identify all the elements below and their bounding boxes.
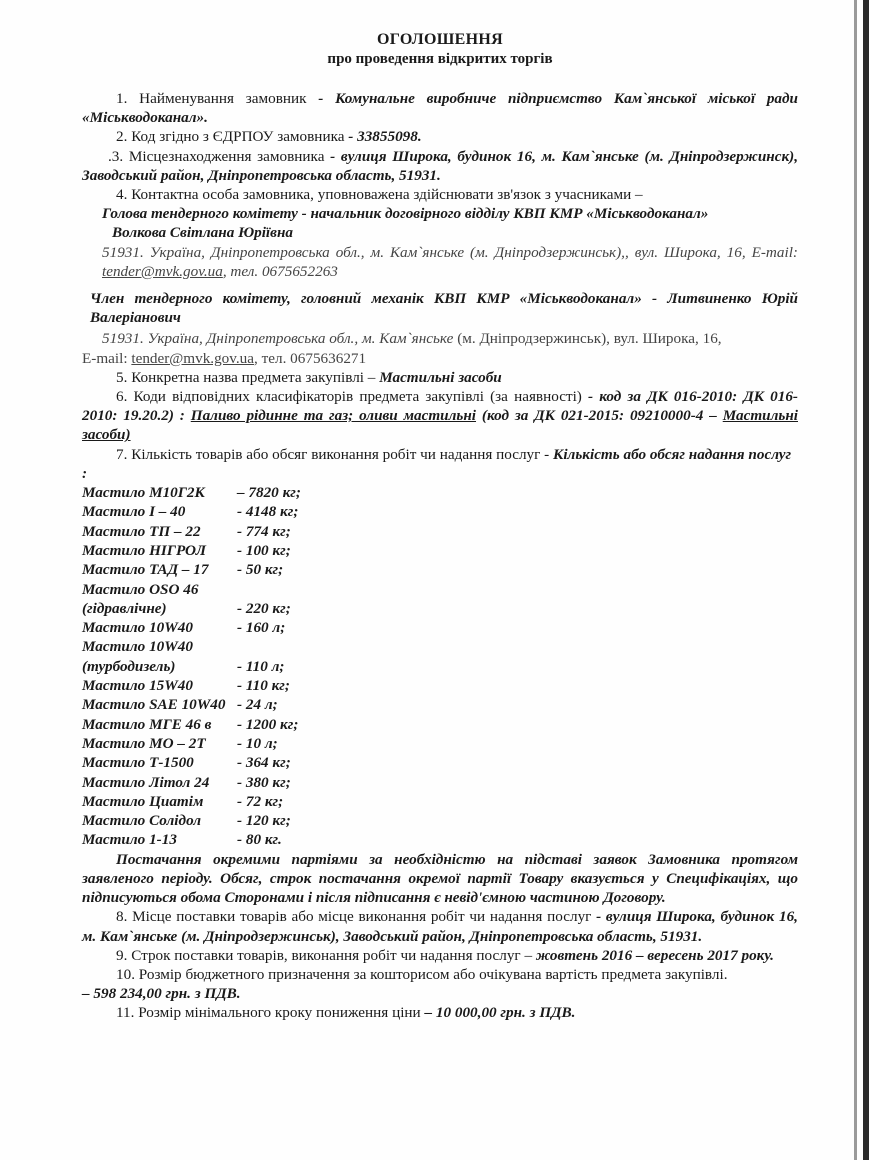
section-4-label: 4. Контактна особа замовника, уповноважена здійснювати зв'язок з учасниками – — [116, 186, 643, 204]
lubricant-item — [82, 734, 798, 753]
contact-2-email: tender@mvk.gov.ua — [131, 349, 255, 367]
lubricant-item — [82, 792, 798, 811]
lubricant-qty: - 80 кг. — [237, 831, 282, 849]
contact-1-role: Голова тендерного комітету - начальник договірного відділу КВП КМР «Міськводоканал» — [102, 205, 709, 223]
contact-2-email-label: E-mail: — [82, 349, 132, 367]
section-1-label: 1. Найменування замовник — [116, 90, 319, 107]
section-9-label: 9. Строк поставки товарів, виконання робіт чи надання послуг – — [116, 946, 536, 964]
contact-1-address — [82, 243, 798, 281]
lubricant-item — [82, 695, 798, 714]
contact-2-address-text: 51931. Україна, Дніпропетровська обл., м. Кам`янське — [102, 330, 458, 348]
lubricant-name: Мастило OSO 46 — [82, 580, 199, 598]
lubricant-name: Мастило 15W40 — [82, 677, 193, 695]
lubricant-name: Мастило Циатім — [82, 792, 204, 810]
lubricant-item — [82, 676, 798, 695]
lubricant-qty: - 72 кг; — [237, 792, 284, 810]
lubricant-name: Мастило МГЕ 46 в — [82, 715, 212, 733]
section-6-value-underlined-2: Мастильні засоби) — [82, 407, 798, 444]
contact-1-name: Волкова Світлана Юріївна — [112, 224, 293, 242]
section-10 — [82, 965, 798, 984]
lubricant-qty: - 24 л; — [237, 696, 278, 714]
section-7 — [82, 445, 798, 483]
scan-edge — [854, 0, 857, 1160]
lubricant-qty: - 50 кг; — [237, 561, 284, 579]
lubricant-qty: - 120 кг; — [237, 812, 291, 830]
lubricant-name: Мастило ТП – 22 — [82, 522, 201, 540]
lubricant-name: Мастило Т-1500 — [82, 754, 194, 772]
section-8 — [82, 907, 798, 945]
section-3-value: - вулиця Широка, будинок 16, м. Кам`янське (м. Дніпродзержинск), Заводський район, Дніпропетровська область, 51931. — [82, 147, 798, 184]
document-subtitle: про проведення відкритих торгів — [327, 51, 553, 67]
section-2 — [82, 127, 798, 146]
lubricant-name: Мастило SAE 10W40 — [82, 696, 226, 714]
lubricant-qty: - 774 кг; — [237, 522, 291, 540]
section-10-label: 10. Розмір бюджетного призначення за кошторисом або очікувана вартість предмета закупівлі. — [116, 965, 728, 983]
lubricant-item — [82, 618, 798, 637]
lubricant-item — [82, 811, 798, 830]
section-8-value: - вулиця Широка, будинок 16, м. Кам`янське (м. Дніпродзержинськ), Заводський район, Дніпропетровська область, 51931. — [82, 908, 798, 945]
section-1 — [82, 89, 798, 127]
lubricant-item — [82, 753, 798, 772]
lubricant-list — [82, 483, 798, 850]
section-5-value: Мастильні засоби — [379, 368, 502, 386]
contact-2-address — [82, 329, 798, 348]
section-5-label: 5. Конкретна назва предмета закупівлі – — [116, 368, 380, 386]
section-6-value-b: (код за ДК 021-2015: 09210000-4 – — [476, 407, 723, 425]
lubricant-item — [82, 657, 798, 676]
lubricant-name: Мастило Літол 24 — [82, 773, 210, 791]
section-9-value: жовтень 2016 – вересень 2017 року. — [535, 946, 774, 964]
section-2-label: 2. Код згідно з ЄДРПОУ замовника — [116, 128, 349, 146]
lubricant-name: Мастило Солідол — [82, 812, 202, 830]
lubricant-qty: – 7820 кг; — [237, 484, 301, 502]
lubricant-item — [82, 830, 798, 849]
contact-2-phone: , тел. 0675636271 — [254, 349, 367, 367]
lubricant-name: Мастило ТАД – 17 — [82, 561, 209, 579]
lubricant-qty: - 10 л; — [237, 734, 278, 752]
lubricant-item — [82, 599, 798, 618]
section-8-label: 8. Місце поставки товарів або місце виконання робіт чи надання послуг — [116, 908, 597, 926]
lubricant-name: Мастило М10Г2К — [82, 484, 205, 502]
lubricant-item — [82, 715, 798, 734]
lubricant-item — [82, 483, 798, 502]
lubricant-item — [82, 637, 798, 656]
section-6 — [82, 387, 798, 445]
lubricant-qty: - 160 л; — [237, 619, 286, 637]
lubricant-item — [82, 773, 798, 792]
lubricant-item — [82, 580, 798, 599]
lubricant-name: Мастило НІГРОЛ — [82, 541, 207, 559]
section-7-value: Кількість або обсяг надання послуг : — [82, 445, 792, 482]
lubricant-item — [82, 502, 798, 521]
section-9 — [82, 946, 798, 965]
section-1-value: - Комунальне виробниче підприємство Кам`янської міської ради «Міськводоканал». — [82, 90, 798, 127]
lubricant-qty: - 1200 кг; — [237, 715, 299, 733]
lubricant-qty: - 220 кг; — [237, 599, 291, 617]
section-6-label: 6. Коди відповідних класифікаторів предмета закупівлі (за наявності) — [116, 388, 589, 406]
section-3 — [82, 147, 798, 185]
lubricant-name: Мастило МО – 2Т — [82, 734, 206, 752]
lubricant-item — [82, 560, 798, 579]
contact-1-address-text: 51931. Україна, Дніпропетровська обл., м. Кам`янське (м. Дніпродзержинськ),, вул. Широка, 16, E-mail: — [102, 243, 798, 261]
lubricant-qty: - 380 кг; — [237, 773, 291, 791]
section-5 — [82, 368, 798, 387]
contact-1-email: tender@mvk.gov.ua — [102, 262, 223, 280]
announcement-document — [82, 30, 798, 1023]
section-7-label: 7. Кількість товарів або обсяг виконання робіт чи надання послуг - — [116, 445, 554, 463]
lubricant-name: (турбодизель) — [82, 657, 176, 675]
lubricant-qty: - 364 кг; — [237, 754, 291, 772]
section-6-value-underlined-1: Паливо рідинне та газ; оливи мастильні — [190, 407, 477, 425]
section-3-label: .3. Місцезнаходження замовника — [108, 147, 331, 165]
contact-1-phone: , тел. 0675652263 — [222, 262, 338, 280]
lubricant-item — [82, 541, 798, 560]
section-10-value: – 598 234,00 грн. з ПДВ. — [82, 985, 241, 1003]
lubricant-name: Мастило 10W40 — [82, 638, 193, 656]
document-title: ОГОЛОШЕННЯ — [377, 31, 503, 48]
delivery-note: Постачання окремими партіями за необхідністю на підставі заявок Замовника протягом заявленого періоду. Обсяг, строк постачання окремої партії Товару вказується у Специфікаціях, що підписуються обома Сторонами і після підписання є невід'ємною частиною Договору. — [82, 850, 798, 907]
lubricant-qty: - 110 кг; — [237, 677, 290, 695]
lubricant-name: Мастило І – 40 — [82, 503, 186, 521]
section-11 — [82, 1003, 798, 1022]
section-11-label: 11. Розмір мінімального кроку пониження ціни — [116, 1004, 425, 1022]
lubricant-name: Мастило 1-13 — [82, 831, 177, 849]
section-11-value: – 10 000,00 грн. з ПДВ. — [424, 1004, 576, 1022]
contact-2-email-line — [82, 349, 798, 368]
lubricant-qty: - 100 кг; — [237, 541, 291, 559]
lubricant-item — [82, 522, 798, 541]
contact-2-role: Член тендерного комітету, головний механік КВП КМР «Міськводоканал» - Литвиненко Юрій Валеріанович — [90, 290, 798, 327]
lubricant-qty: - 110 л; — [237, 657, 285, 675]
lubricant-qty: - 4148 кг; — [237, 503, 299, 521]
section-6-value-a: - код за ДК 016-2010: ДК 016-2010: 19.20.2) : — [82, 388, 798, 425]
contact-2-address-city: (м. Дніпродзержинськ), вул. Широка, 16, — [457, 330, 722, 348]
section-2-value: - 33855098. — [348, 128, 422, 146]
lubricant-name: Мастило 10W40 — [82, 619, 193, 637]
lubricant-name: (гідравлічне) — [82, 599, 167, 617]
